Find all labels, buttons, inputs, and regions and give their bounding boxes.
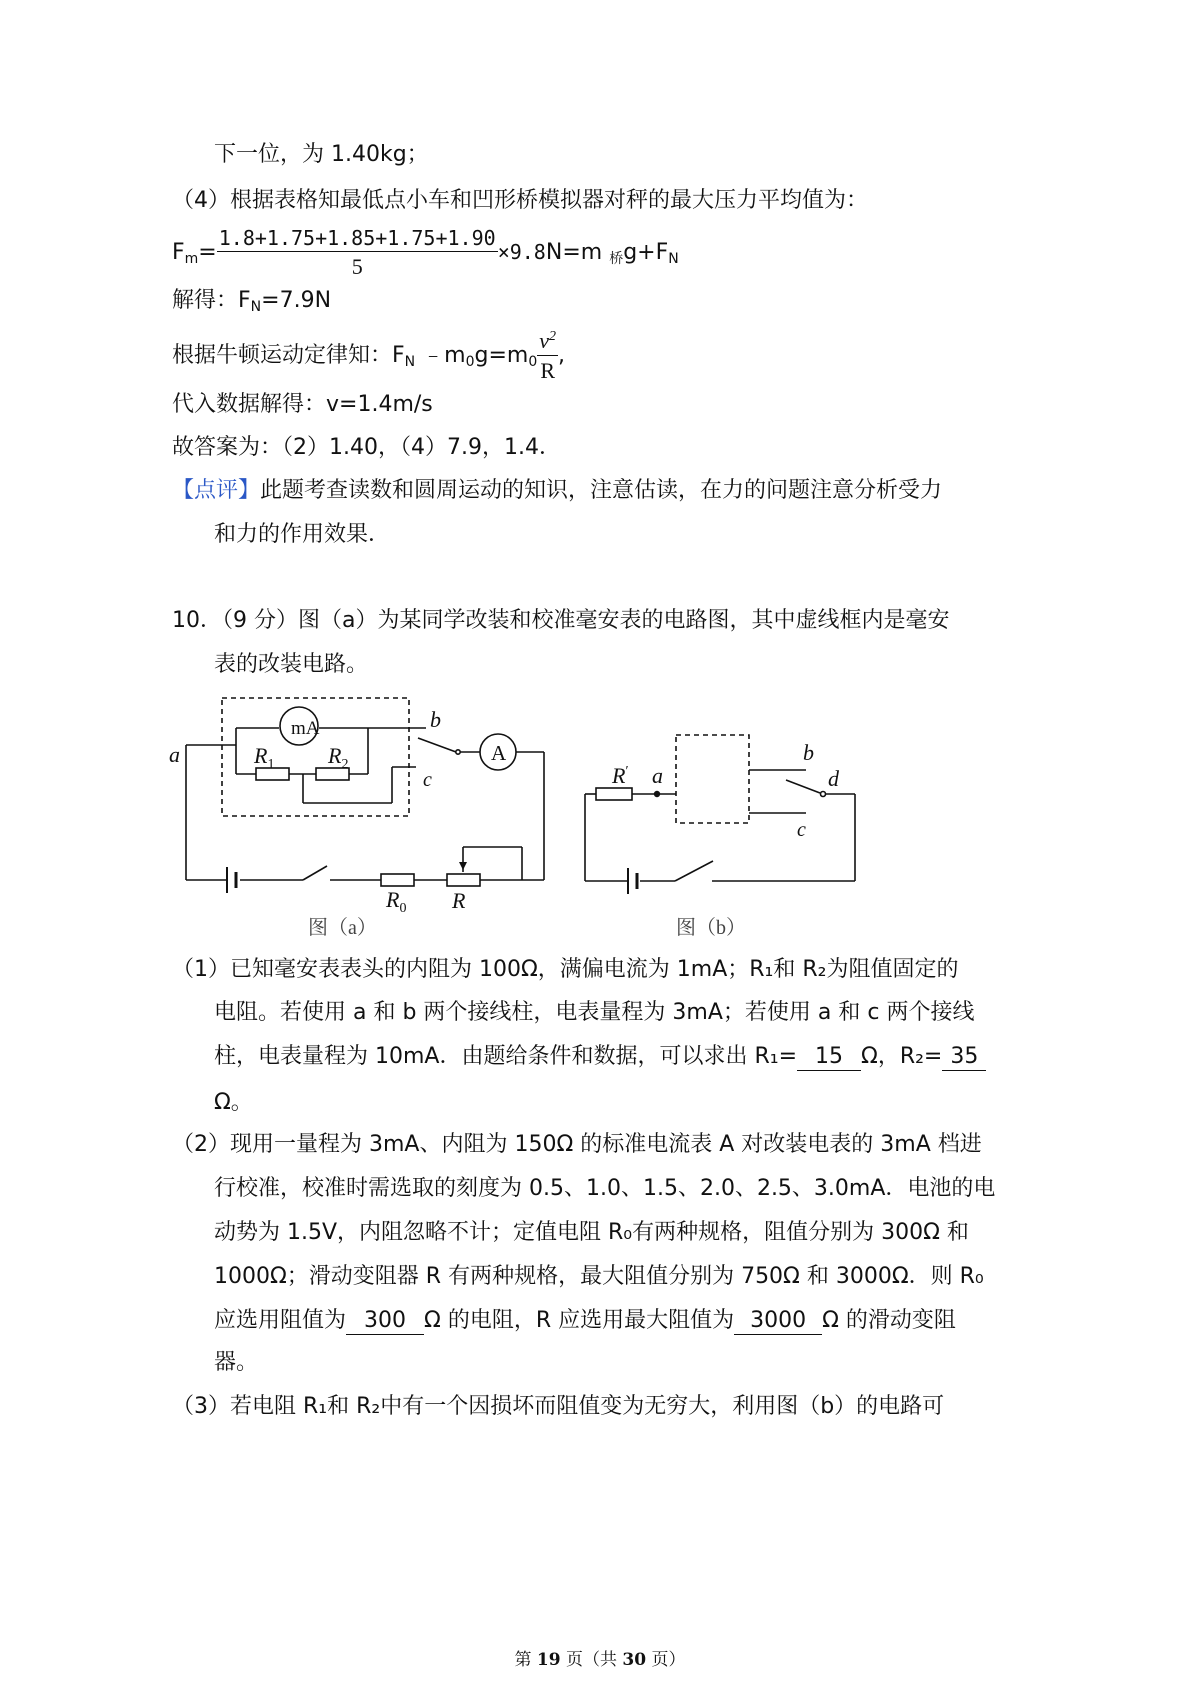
text-line: 柱，电表量程为 10mA．由题给条件和数据，可以求出 R₁= 15 Ω，R₂= 35	[214, 1042, 986, 1072]
text-line: 下一位，为 1.40kg；	[214, 142, 429, 167]
resistor-r0	[381, 874, 414, 886]
question-line: 10．（9 分）图（a）为某同学改装和校准毫安表的电路图，其中虚线框内是毫安	[172, 608, 950, 633]
terminal-b: b	[430, 707, 441, 732]
text-line: （4）根据表格知最低点小车和凹形桥模拟器对秤的最大压力平均值为：	[172, 188, 868, 213]
answer-r: 3000	[734, 1308, 822, 1335]
text-line: 和力的作用效果．	[214, 522, 391, 547]
terminal-c-b: c	[797, 819, 806, 841]
equation-newton: 根据牛顿运动定律知：$F_N$ $﹣m_0g=m_0$ $\frac{v^2}{R}$ ,	[172, 328, 566, 383]
resistor-rprime	[596, 788, 632, 800]
terminal-a-b: a	[652, 763, 663, 788]
text-line: 动势为 1.5V，内阻忽略不计；定值电阻 R₀有两种规格，阻值分别为 300Ω 和	[214, 1220, 969, 1245]
text-line: 器。	[214, 1350, 259, 1375]
page-footer: 第 19 页（共 30 页）	[514, 1650, 686, 1670]
comment-line: 【点评】此题考查读数和圆周运动的知识，注意估读，在力的问题注意分析受力	[172, 478, 943, 503]
fraction: $\frac{1.8+1.75+1.85+1.75+1.90}{5}$	[218, 226, 496, 279]
text-line: 代入数据解得：v=1.4m/s	[172, 392, 433, 417]
text-line: 故答案为：（2）1.40，（4）7.9，1.4．	[172, 435, 561, 460]
text-line: 电阻。若使用 a 和 b 两个接线柱，电表量程为 3mA；若使用 a 和 c 两个接线	[214, 1000, 975, 1025]
terminal-a: a	[169, 742, 180, 767]
dashed-box-b	[676, 735, 749, 823]
svg-text:R: R	[452, 888, 466, 913]
answer-r0: 300	[346, 1308, 424, 1335]
comment-tag: 【点评】	[172, 478, 261, 503]
terminal-d-b: d	[828, 766, 839, 791]
figure-a-caption: 图（a）	[308, 917, 377, 939]
figure-b-caption: 图（b）	[676, 917, 746, 939]
rheostat-r	[447, 874, 480, 886]
text-line: 解得：$F_N=7.9N$	[172, 288, 332, 315]
answer-r2: 35	[942, 1044, 986, 1071]
text-line: 1000Ω；滑动变阻器 R 有两种规格，最大阻值分别为 750Ω 和 3000Ω．则 R₀	[214, 1264, 984, 1289]
terminal-b-b: b	[803, 740, 814, 765]
text-line: 行校准，校准时需选取的刻度为 0.5、1.0、1.5、2.0、2.5、3.0mA．电池的电	[214, 1176, 996, 1201]
text-line: （1）已知毫安表表头的内阻为 100Ω，满偏电流为 1mA；R₁和 R₂为阻值固定的	[172, 957, 959, 982]
svg-text:R0: $R_0$	[386, 887, 407, 916]
text-line: （3）若电阻 R₁和 R₂中有一个因损坏而阻值变为无穷大，利用图（b）的电路可	[172, 1394, 945, 1419]
svg-text:R′: R′	[612, 763, 629, 788]
equation-fm: $F_m=$ $\frac{1.8+1.75+1.85+1.75+1.90}{5}$ ×9.8N=m $_桥g+F_N$	[172, 226, 679, 279]
svg-text:R2: $R_2$	[328, 743, 349, 772]
text-line: 表的改装电路。	[214, 652, 369, 677]
meter-a-label: A	[491, 741, 507, 765]
text-line: 应选用阻值为 300 Ω 的电阻，R 应选用最大阻值为 3000 Ω 的滑动变阻	[214, 1308, 956, 1333]
text-line: Ω。	[214, 1090, 253, 1115]
svg-text:R1: $R_1$	[254, 743, 275, 772]
answer-r1: 15	[797, 1044, 861, 1071]
terminal-c: c	[423, 769, 432, 791]
meter-ma-label: mA	[291, 718, 320, 739]
text-line: （2）现用一量程为 3mA、内阻为 150Ω 的标准电流表 A 对改装电表的 3mA 档进	[172, 1132, 982, 1157]
